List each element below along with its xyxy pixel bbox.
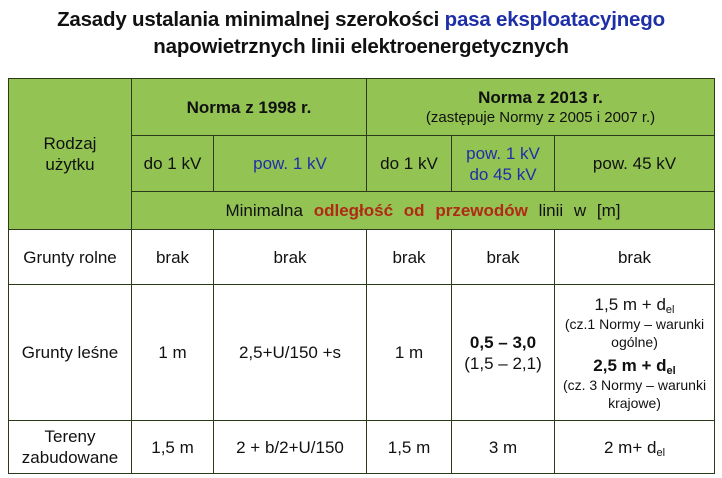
header-1998-pow-1kv: pow. 1 kV — [214, 136, 367, 192]
header-2013-pow-45kv: pow. 45 kV — [555, 136, 715, 192]
table-row: Grunty rolne brak brak brak brak brak — [9, 230, 715, 285]
row-label: Grunty rolne — [9, 230, 132, 285]
table-row: Grunty leśne 1 m 2,5+U/150 +s 1 m 0,5 – 3,0 (1,5 – 2,1) 1,5 $m + d_{el}$ (cz.1 Normy – warunki ogólne) 2,5 $m + d_{el}$ (cz. 3 Normy – warunki krajowe) — [9, 285, 715, 421]
header-unit-row: Minimalna odległość od przewodów linii w [m] — [132, 192, 715, 230]
header-1998-do-1kv: do 1 kV — [132, 136, 214, 192]
title-line-1: Zasady ustalania minimalnej szerokości pasa eksploatacyjnego — [57, 8, 665, 31]
page-title — [0, 6, 722, 60]
header-2013-1-45kv: pow. 1 kV do 45 kV — [452, 136, 555, 192]
title-highlight: pasa eksploatacyjnego — [444, 8, 665, 31]
header-norm-1998: Norma z 1998 r. — [132, 79, 367, 136]
header-row-label: Rodzaj użytku — [9, 79, 132, 230]
header-norm-2013: Norma z 2013 r. (zastępuje Normy z 2005 i 2007 r.) — [367, 79, 715, 136]
row-label: Tereny zabudowane — [9, 421, 132, 474]
row-label: Grunty leśne — [9, 285, 132, 421]
norms-table — [8, 78, 715, 474]
title-line-2: napowietrznych linii elektroenergetycznych — [153, 35, 569, 58]
header-2013-do-1kv: do 1 kV — [367, 136, 452, 192]
table-row: Tereny zabudowane 1,5 m 2 + b/2+U/150 1,5 m 3 m 2 $m+ d_{el}$ — [9, 421, 715, 474]
